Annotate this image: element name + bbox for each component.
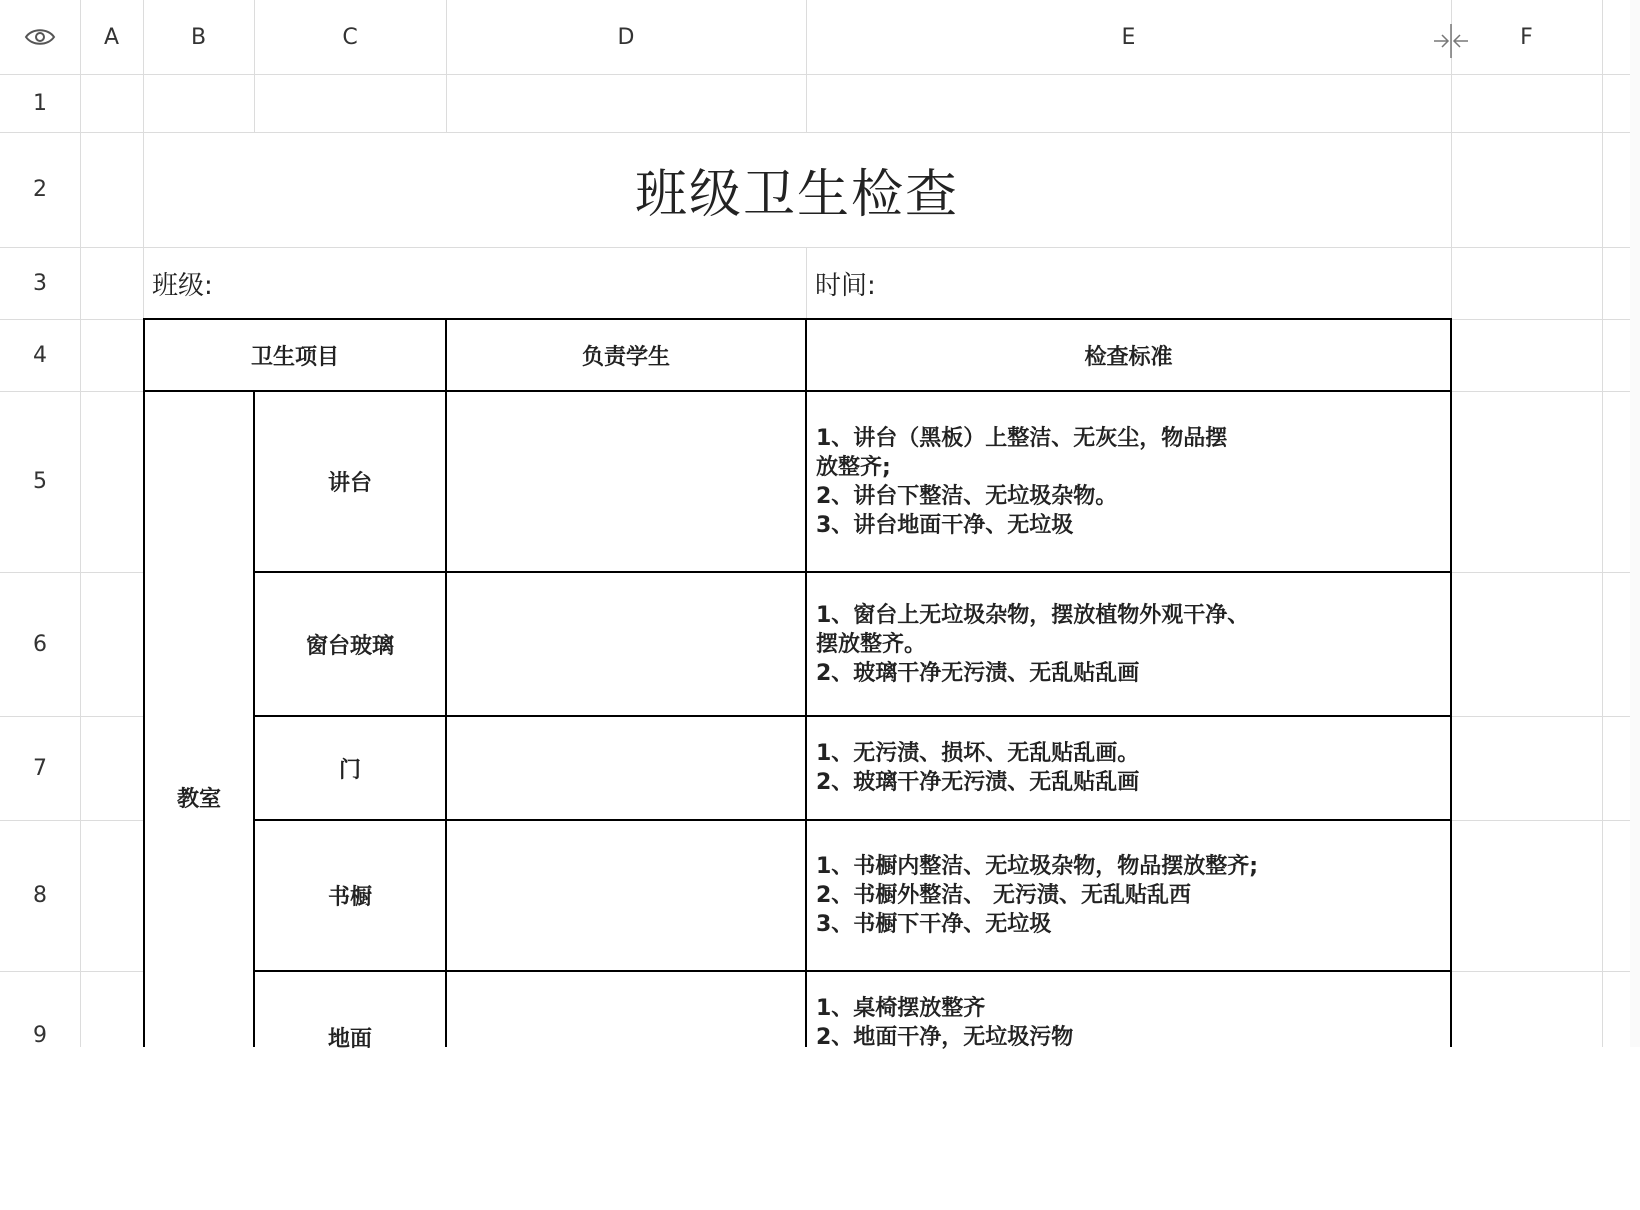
item-name-cell[interactable]: 讲台 bbox=[327, 471, 372, 496]
row-header-9[interactable]: 9 bbox=[33, 1023, 47, 1048]
grid-line bbox=[1451, 716, 1640, 717]
header-item[interactable]: 卫生项目 bbox=[250, 344, 339, 370]
row-header-6[interactable]: 6 bbox=[33, 631, 47, 657]
column-header-e[interactable]: E bbox=[1121, 24, 1136, 50]
student-cell[interactable] bbox=[447, 573, 805, 715]
student-cell[interactable] bbox=[447, 821, 805, 970]
standard-cell[interactable]: 1、窗台上无垃圾杂物，摆放植物外观干净、 摆放整齐。 2、玻璃干净无污渍、无乱贴乱画 bbox=[816, 602, 1250, 686]
student-cell[interactable] bbox=[447, 972, 805, 1047]
grid-line bbox=[80, 0, 81, 1047]
row-header-1[interactable]: 1 bbox=[33, 90, 47, 116]
standard-cell[interactable]: 1、无污渍、损坏、无乱贴乱画。 2、玻璃干净无污渍、无乱贴乱画 bbox=[816, 741, 1140, 795]
column-header-a[interactable]: A bbox=[103, 24, 120, 50]
header-standard[interactable]: 检查标准 bbox=[1084, 344, 1173, 370]
time-label[interactable]: 时间: bbox=[815, 270, 876, 301]
standard-cell[interactable]: 1、书橱内整洁、无垃圾杂物，物品摆放整齐; 2、书橱外整洁、 无污渍、无乱贴乱西 3、书橱下干净、无垃圾 bbox=[816, 854, 1259, 937]
column-header-d[interactable]: D bbox=[617, 24, 635, 50]
item-name-cell[interactable]: 书橱 bbox=[327, 885, 372, 910]
item-name-cell[interactable]: 门 bbox=[338, 757, 361, 783]
column-header-f[interactable]: F bbox=[1520, 24, 1533, 50]
row-header-3[interactable]: 3 bbox=[33, 270, 47, 296]
row-header-5[interactable]: 5 bbox=[33, 469, 47, 494]
grid-line bbox=[0, 74, 1640, 75]
column-header-b[interactable]: B bbox=[190, 24, 207, 50]
grid-line bbox=[1451, 391, 1640, 392]
student-cell[interactable] bbox=[447, 717, 805, 819]
area-cell[interactable] bbox=[145, 392, 253, 1210]
grid-line bbox=[1451, 971, 1640, 972]
item-name-cell[interactable]: 地面 bbox=[327, 1027, 372, 1052]
grid-line bbox=[1451, 820, 1640, 821]
student-cell[interactable] bbox=[447, 392, 805, 571]
row-header-2[interactable]: 2 bbox=[33, 177, 47, 202]
area-label: 教室 bbox=[176, 787, 221, 812]
grid-line bbox=[1602, 0, 1603, 1047]
row-header-7[interactable]: 7 bbox=[33, 755, 47, 781]
class-label[interactable]: 班级: bbox=[152, 270, 213, 301]
table-border bbox=[1450, 318, 1452, 1047]
row-header-4[interactable]: 4 bbox=[33, 342, 47, 368]
grid-line bbox=[1451, 572, 1640, 573]
row-header-8[interactable]: 8 bbox=[33, 883, 47, 908]
item-name-cell[interactable]: 窗台玻璃 bbox=[305, 633, 394, 659]
standard-cell[interactable]: 1、讲台（黑板）上整洁、无灰尘，物品摆 放整齐; 2、讲台下整洁、无垃圾杂物。 3、讲台地面干净、无垃圾 bbox=[816, 425, 1228, 538]
standard-cell[interactable]: 1、桌椅摆放整齐 2、地面干净，无垃圾污物 bbox=[816, 996, 1074, 1050]
grid-line bbox=[806, 247, 807, 319]
sheet-title[interactable]: 班级卫生检查 bbox=[634, 165, 959, 225]
column-header-c[interactable]: C bbox=[342, 24, 358, 50]
vertical-scrollbar[interactable] bbox=[1630, 0, 1640, 1047]
collapse-columns-icon[interactable] bbox=[1432, 22, 1470, 60]
header-student[interactable]: 负责学生 bbox=[581, 344, 670, 370]
eye-icon[interactable] bbox=[0, 0, 80, 74]
